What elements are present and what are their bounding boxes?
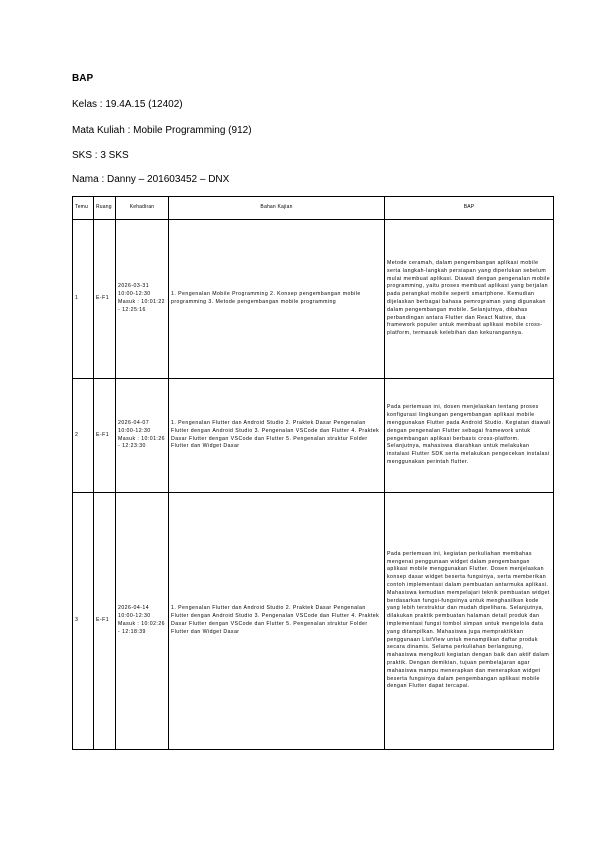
column-header-kehadiran: Kehadiran <box>116 197 169 220</box>
column-header-ruang: Ruang <box>94 197 116 220</box>
nama-line: Nama : Danny – 201603452 – DNX <box>72 174 230 185</box>
kehadiran-cell: 2026-04-07 10:00-12:30 Masuk : 10:01:26 - 12:23:30 <box>116 379 169 493</box>
kehadiran-cell: 2026-03-31 10:00-12:30 Masuk : 10:01:22 - 12:25:16 <box>116 220 169 379</box>
ruang-cell: E-F1 <box>94 220 116 379</box>
ruang-cell: E-F1 <box>94 379 116 493</box>
bap-cell: Pada pertemuan ini, dosen menjelaskan tentang proses konfigurasi lingkungan pengembangan aplikasi mobile menggunakan Flutter pada Android Studio. Kegiatan diawali dengan pengenalan Flutter sebagai framework untuk pengembangan aplikasi berbasis cross-platform. Selanjutnya, mahasiswa diarahkan untuk melakukan instalasi Flutter SDK serta melakukan pengecekan instalasi menggunakan perintah flutter. <box>385 379 554 493</box>
bahan-kajian-cell: 1. Pengenalan Flutter dan Android Studio 2. Praktek Dasar Pengenalan Flutter dengan Android Studio 3. Pengenalan VSCode dan Flutter 4. Praktek Dasar Flutter dengan VSCode dan Flutter 5. Pengenalan struktur Folder Flutter dan Widget Dasar <box>169 379 385 493</box>
kelas-line: Kelas : 19.4A.15 (12402) <box>72 99 183 110</box>
bap-table <box>72 196 554 750</box>
kehadiran-cell: 2026-04-14 10:00-12:30 Masuk : 10:02:26 - 12:18:39 <box>116 493 169 750</box>
temu-cell: 1 <box>73 220 94 379</box>
column-header-bap: BAP <box>385 197 554 220</box>
table-row <box>73 220 554 379</box>
table-header-row <box>73 197 554 220</box>
bahan-kajian-cell: 1. Pengenalan Flutter dan Android Studio 2. Praktek Dasar Pengenalan Flutter dengan Android Studio 3. Pengenalan VSCode dan Flutter 4. Praktek Dasar Flutter dengan VSCode dan Flutter 5. Pengenalan struktur Folder Flutter dan Widget Dasar <box>169 493 385 750</box>
sks-line: SKS : 3 SKS <box>72 150 129 161</box>
bahan-kajian-cell: 1. Pengenalan Mobile Programming 2. Konsep pengembangan mobile programming 3. Metode pengembangan mobile programming <box>169 220 385 379</box>
table-row <box>73 493 554 750</box>
temu-cell: 3 <box>73 493 94 750</box>
bap-cell: Metode ceramah, dalam pengembangan aplikasi mobile serta langkah-langkah persiapan yang diperlukan sebelum mulai membuat aplikasi. Diawali dengan pengenalan mobile programming, yaitu proses membuat aplikasi yang berjalan pada perangkat mobile seperti smartphone. Kemudian dijelaskan berbagai bahasa pemrograman yang digunakan dalam pengembangan mobile. Selanjutnya, dibahas perbandingan antara Flutter dan React Native, dua framework populer untuk membuat aplikasi mobile cross-platform, termasuk kelebihan dan kekurangannya. <box>385 220 554 379</box>
mata-kuliah-line: Mata Kuliah : Mobile Programming (912) <box>72 125 252 136</box>
document-title: BAP <box>72 73 94 84</box>
column-header-temu: Temu <box>73 197 94 220</box>
column-header-bahan-kajian: Bahan Kajian <box>169 197 385 220</box>
ruang-cell: E-F1 <box>94 493 116 750</box>
table-row <box>73 379 554 493</box>
bap-cell: Pada pertemuan ini, kegiatan perkuliahan membahas mengenai penggunaan widget dalam pengembangan aplikasi mobile menggunakan Flutter. Dosen menjelaskan konsep dasar widget beserta fungsinya, serta memberikan contoh implementasi dalam pembuatan antarmuka aplikasi. Mahasiswa kemudian mempelajari teknik pembuatan widget berdasarkan fungsi-fungsinya untuk menghasilkan kode yang lebih terstruktur dan mudah dipelihara. Selanjutnya, dilakukan praktik pembuatan halaman detail produk dan implementasi fungsi tombol simpan untuk mengelola data yang ditampilkan. Mahasiswa juga mempraktikkan penggunaan ListView untuk menampilkan daftar produk secara dinamis. Selama perkuliahan berlangsung, mahasiswa mengikuti kegiatan dengan baik dan aktif dalam praktik. Dengan demikian, tujuan pembelajaran agar mahasiswa mampu menerapkan dan menerapkan widget beserta fungsinya dalam pengembangan aplikasi mobile dengan Flutter dapat tercapai. <box>385 493 554 750</box>
temu-cell: 2 <box>73 379 94 493</box>
